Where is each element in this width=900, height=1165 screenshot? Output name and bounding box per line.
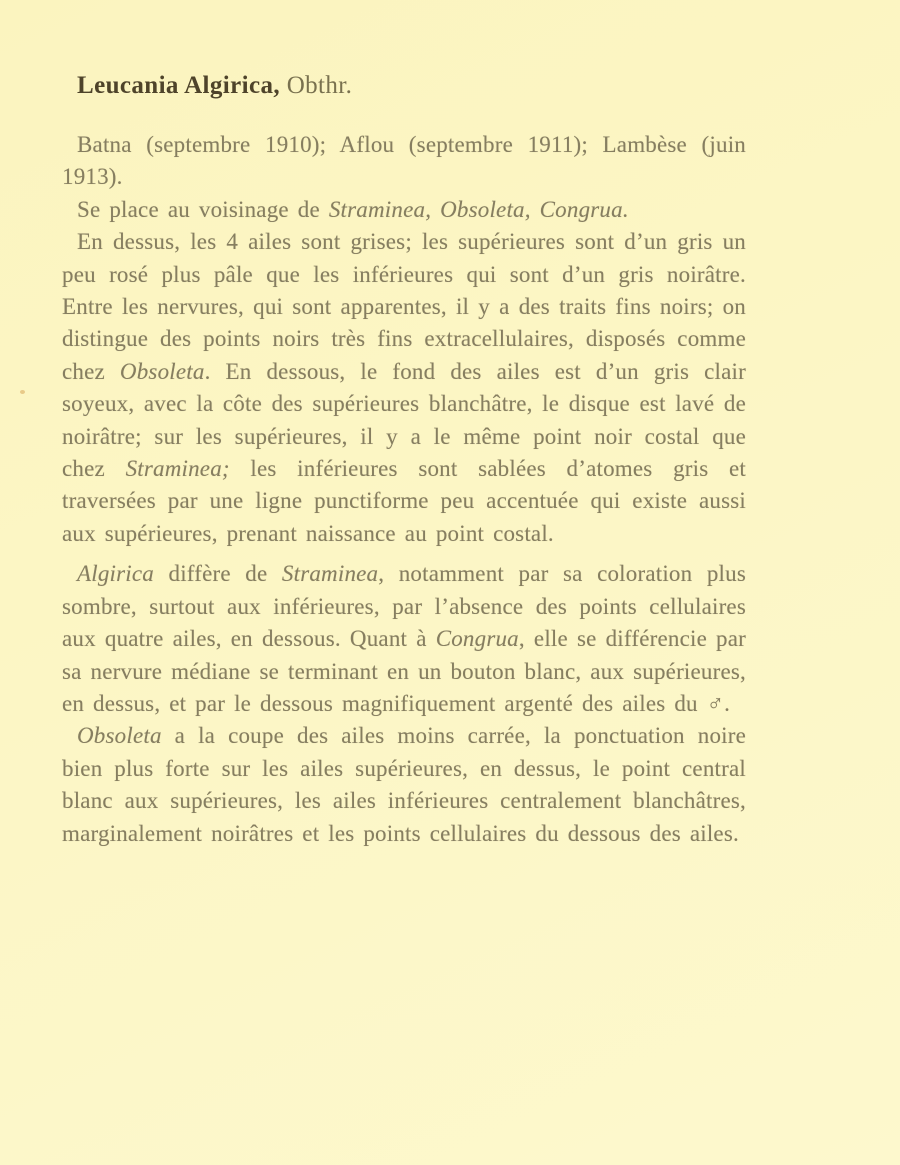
placement-text: Se place au voisinage de	[77, 196, 329, 222]
description-text-3: les inférieures sont sablées d’atomes gris et traversées par une ligne punctiforme peu accentuée qui existe aussi aux supérieures, prenant naissance au point costal.	[62, 456, 746, 546]
straminea-name-italic: Straminea	[281, 561, 379, 587]
straminea-name-italic: Straminea;	[125, 456, 230, 482]
comparison-text-3: , elle se différencie par sa nervure médiane se terminant en un bouton blanc, aux supérieures, en dessus, et par le dessous magnifiquement argenté des ailes du ♂.	[62, 626, 747, 716]
text-block	[62, 70, 746, 850]
scan-speck-artifact	[20, 390, 25, 394]
related-species-names-italic: Straminea, Obsoleta, Congrua.	[328, 196, 629, 222]
paragraph-description	[62, 226, 746, 550]
paragraph-comparison-obsoleta	[62, 720, 746, 850]
description-text-2: . En dessous, le fond des ailes est d’un gris clair soyeux, avec la côte des supérieures blanchâtre, le disque est lavé de noirâtre; sur les supérieures, il y a le même point noir costal que chez	[62, 358, 746, 482]
species-name-bold: Leucania Algirica,	[77, 72, 281, 99]
obsoleta-name-italic: Obsoleta	[77, 723, 162, 749]
paragraph-placement	[62, 194, 746, 226]
paragraph-localities	[62, 129, 746, 194]
algirica-name-italic: Algirica	[77, 561, 154, 587]
author-abbreviation: Obthr.	[286, 72, 353, 99]
obsoleta-comparison-text: a la coupe des ailes moins carrée, la ponctuation noire bien plus forte sur les ailes supérieures, en dessus, le point central blanc aux supérieures, les ailes inférieures centralement blanchâtres, marginalement noirâtres et les points cellulaires du dessous des ailes.	[62, 723, 746, 846]
localities-text: Batna (septembre 1910); Aflou (septembre 1911); Lambèse (juin 1913).	[62, 132, 746, 190]
description-text-1: En dessus, les 4 ailes sont grises; les supérieures sont d’un gris un peu rosé plus pâle que les inférieures qui sont d’un gris noirâtre. Entre les nervures, qui sont apparentes, il y a des traits fins noirs; on distingue des points noirs très fins extracellulaires, disposés comme chez	[62, 229, 746, 384]
species-heading	[62, 70, 746, 102]
comparison-text-2: , notamment par sa coloration plus sombre, surtout aux inférieures, par l’absence des points cellulaires aux quatre ailes, en dessous. Quant à	[62, 561, 746, 652]
paragraph-comparison-straminea-congrua	[62, 558, 746, 720]
comparison-text-1: diffère de	[153, 561, 282, 587]
congrua-name-italic: Congrua	[435, 626, 519, 652]
obsoleta-name-italic: Obsoleta	[119, 358, 205, 384]
